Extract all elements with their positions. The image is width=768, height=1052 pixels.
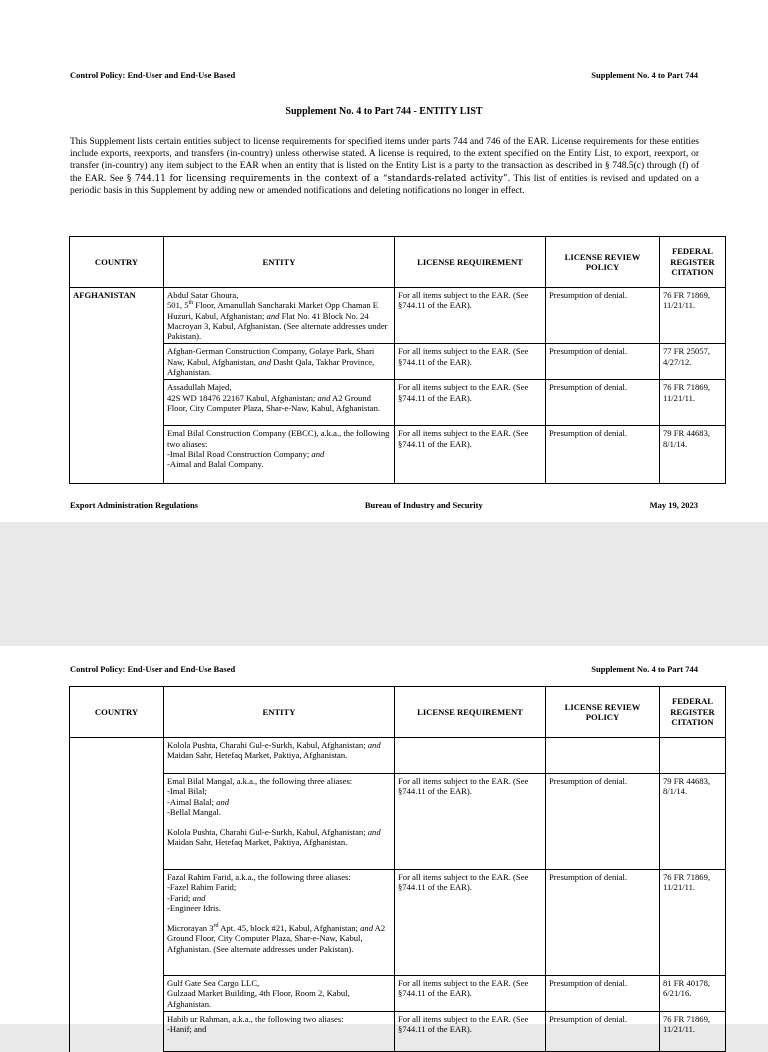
entity-name: Gulf Gate Sea Cargo LLC, <box>167 978 260 988</box>
address-text: Kolola Pushta, Charahi Gul-e-Surkh, Kabul, Afghanistan; <box>167 740 368 750</box>
entity-address <box>167 300 391 341</box>
conjunction: and <box>266 310 280 321</box>
document-page-2 <box>0 646 768 1035</box>
alias-line: -Bellal Mangal. <box>167 806 221 817</box>
conjunction: and <box>317 392 331 403</box>
address-text: A2 Ground Floor, City Computer Plaza, Shar-e-Naw, Kabul, Afghanistan. <box>167 392 381 414</box>
address-text: Flat No. 41 Block No. 24 Macroyan 3, Kabul, Afghanistan. (See alternate addresses under Pakistan). <box>167 310 388 342</box>
column-header-federal-register-citation: FEDERAL REGISTER CITATION <box>660 237 726 288</box>
header-left: Control Policy: End-User and End-Use Based <box>70 664 236 674</box>
entity-list-table <box>69 236 726 484</box>
column-header-federal-register-citation: FEDERAL REGISTER CITATION <box>660 687 726 738</box>
entity-address <box>167 923 391 954</box>
superscript: rd <box>213 923 219 930</box>
country-cell <box>70 738 164 774</box>
table-row <box>70 344 726 380</box>
conjunction: and <box>360 923 373 934</box>
entity-aka: Emal Bilal Mangal, a.k.a., the following three aliases: <box>167 776 353 786</box>
citation-cell: 76 FR 71869, 11/21/11. <box>660 380 726 426</box>
citation-cell: 79 FR 44683, 8/1/14. <box>660 774 726 870</box>
license-review-policy-cell: Presumption of denial. <box>546 976 660 1012</box>
citation-cell: 81 FR 40178, 6/21/16. <box>660 976 726 1012</box>
footer-center: Bureau of Industry and Security <box>364 500 483 510</box>
document-title: Supplement No. 4 to Part 744 - ENTITY LIST <box>285 106 483 117</box>
column-header-license-requirement: LICENSE REQUIREMENT <box>395 237 546 288</box>
address-text: Maidan Sahr, Hetefaq Market, Paktiya, Afghanistan. <box>167 750 348 761</box>
entity-cell <box>164 738 395 774</box>
column-header-entity: ENTITY <box>164 687 395 738</box>
citation-cell: 79 FR 44683, 8/1/14. <box>660 426 726 484</box>
entity-aka: Emal Bilal Construction Company (EBCC), a.k.a., the following two aliases: <box>167 428 390 449</box>
country-cell <box>70 380 164 426</box>
intro-text-2: § 744.11 for licensing requirements in the context of a “standards-related activity”. <box>126 173 511 184</box>
citation-cell: 77 FR 25057, 4/27/12. <box>660 344 726 380</box>
alias-line <box>167 449 391 459</box>
entity-aka: Habib ur Rahman, a.k.a., the following two aliases: <box>167 1014 344 1024</box>
column-header-license-review-policy: LICENSE REVIEW POLICY <box>546 687 660 738</box>
license-review-policy-cell: Presumption of denial. <box>546 344 660 380</box>
conjunction: and <box>216 796 230 807</box>
address-text: Maidan Sahr, Hetefaq Market, Paktiya, Afghanistan. <box>167 837 348 848</box>
superscript: th <box>188 300 194 307</box>
alias-line: -Engineer Idris. <box>167 902 221 913</box>
alias-text: -Farid; <box>167 892 193 903</box>
entity-address <box>167 827 391 848</box>
table-row <box>70 1012 726 1052</box>
address-text: 42S WD 18476 22167 Kabul, Afghanistan; <box>167 392 318 403</box>
entity-aka: Fazal Rahim Farid, a.k.a., the following three aliases: <box>167 872 351 882</box>
alias-text: -Aimal Balal; <box>167 796 217 807</box>
alias-line: -Hanif; and <box>167 1024 207 1035</box>
conjunction: and <box>367 827 381 838</box>
header-right: Supplement No. 4 to Part 744 <box>591 664 698 674</box>
entity-cell <box>164 426 395 484</box>
footer-left: Export Administration Regulations <box>70 500 198 510</box>
entity-cell <box>164 870 395 976</box>
license-requirement-cell: For all items subject to the EAR. (See §744.11 of the EAR). <box>395 1012 546 1052</box>
citation-cell <box>660 738 726 774</box>
column-header-country: COUNTRY <box>70 687 164 738</box>
license-requirement-cell <box>395 738 546 774</box>
table-header-row <box>70 687 726 738</box>
address-text: Kolola Pushta, Charahi Gul-e-Surkh, Kabul, Afghanistan; <box>167 827 368 838</box>
entity-text: Afghan-German Construction Company, Golaye Park, Shari Naw, Kabul, Afghanistan, <box>167 346 375 367</box>
entity-address <box>167 393 391 414</box>
footer-right: May 19, 2023 <box>649 500 698 510</box>
entity-list-table <box>69 686 726 1052</box>
alias-line: -Aimal and Balal Company. <box>167 459 264 470</box>
license-requirement-cell: For all items subject to the EAR. (See §744.11 of the EAR). <box>395 380 546 426</box>
license-requirement-cell: For all items subject to the EAR. (See §744.11 of the EAR). <box>395 426 546 484</box>
header-left: Control Policy: End-User and End-Use Based <box>70 70 236 80</box>
address-text: A2 Ground Floor, City Computer Plaza, Shar-e-Naw, Kabul, Afghanistan. (See alternate addresses under Pakistan). <box>167 923 386 954</box>
table-row <box>70 774 726 870</box>
entity-cell <box>164 344 395 380</box>
document-page-1 <box>0 0 768 522</box>
alias-line: -Imal Bilal; <box>167 786 207 797</box>
country-cell <box>70 426 164 484</box>
page-footer <box>70 500 698 510</box>
alias-text: -Imal Bilal Road Construction Company; <box>167 449 312 460</box>
entity-cell <box>164 288 395 344</box>
license-review-policy-cell: Presumption of denial. <box>546 774 660 870</box>
intro-paragraph <box>70 136 699 197</box>
license-review-policy-cell: Presumption of denial. <box>546 1012 660 1052</box>
citation-cell: 76 FR 71869, 11/21/11. <box>660 288 726 344</box>
license-review-policy-cell <box>546 738 660 774</box>
entity-cell <box>164 774 395 870</box>
table-row <box>70 976 726 1012</box>
license-requirement-cell: For all items subject to the EAR. (See §744.11 of the EAR). <box>395 774 546 870</box>
intro-text-1: This Supplement lists certain entities subject to license requirements for specified items under parts 744 and 746 of the EAR. License requirements for these entities include exports, reexports, and transfers (in-country) unless otherwise stated. A license is required, to the extent specified on the Entity List, to export, reexport, or transfer (in-country) any item subject to the EAR when an entity that is listed on the Entity List is a party to the transaction as described in § 748.5(c) through (f) of the EAR. See <box>70 137 699 184</box>
page-header <box>70 664 698 674</box>
column-header-entity: ENTITY <box>164 237 395 288</box>
alias-line <box>167 797 391 807</box>
page-header <box>70 70 698 80</box>
table-row <box>70 288 726 344</box>
entity-cell <box>164 380 395 426</box>
column-header-license-review-policy: LICENSE REVIEW POLICY <box>546 237 660 288</box>
conjunction: and <box>258 356 271 367</box>
country-cell <box>70 344 164 380</box>
license-review-policy-cell: Presumption of denial. <box>546 288 660 344</box>
country-cell: AFGHANISTAN <box>70 288 164 344</box>
column-header-license-requirement: LICENSE REQUIREMENT <box>395 687 546 738</box>
license-review-policy-cell: Presumption of denial. <box>546 380 660 426</box>
address-text: 501, 5 <box>167 300 189 311</box>
table-header-row <box>70 237 726 288</box>
table-row <box>70 380 726 426</box>
entity-text: Dasht Qala, Takhar Province, Afghanistan. <box>167 356 375 378</box>
entity-address: Gulzaad Market Building, 4th Floor, Room 2, Kabul, Afghanistan. <box>167 988 350 1009</box>
conjunction: and <box>192 892 206 903</box>
entity-cell <box>164 976 395 1012</box>
license-requirement-cell: For all items subject to the EAR. (See §744.11 of the EAR). <box>395 870 546 976</box>
license-requirement-cell: For all items subject to the EAR. (See §744.11 of the EAR). <box>395 344 546 380</box>
address-text: Microrayan 3 <box>167 923 214 934</box>
country-cell <box>70 774 164 870</box>
country-cell <box>70 870 164 976</box>
conjunction: and <box>311 449 325 460</box>
conjunction: and <box>367 740 381 750</box>
entity-name: Abdul Satar Ghoura, <box>167 290 239 300</box>
table-row <box>70 738 726 774</box>
alias-line: -Fazel Rahim Farid; <box>167 882 237 893</box>
license-requirement-cell: For all items subject to the EAR. (See §744.11 of the EAR). <box>395 976 546 1012</box>
license-review-policy-cell: Presumption of denial. <box>546 870 660 976</box>
entity-name: Assadullah Majed, <box>167 382 232 393</box>
citation-cell: 76 FR 71869, 11/21/11. <box>660 1012 726 1052</box>
address-text: Floor, Amanullah Sancharaki Market Opp Chaman E Huzuri, Kabul, Afghanistan; <box>167 300 379 321</box>
header-right: Supplement No. 4 to Part 744 <box>591 70 698 80</box>
table-row <box>70 870 726 976</box>
license-review-policy-cell: Presumption of denial. <box>546 426 660 484</box>
country-cell <box>70 1012 164 1052</box>
address-text: Apt. 45, block #21, Kabul, Afghanistan; <box>218 923 361 934</box>
column-header-country: COUNTRY <box>70 237 164 288</box>
intro-text-3: This list of entities is revised and updated on a periodic basis in this Supplement by adding new or amended notifications and deleting notifications no longer in effect. <box>70 173 699 196</box>
entity-cell <box>164 1012 395 1052</box>
country-cell <box>70 976 164 1012</box>
license-requirement-cell: For all items subject to the EAR. (See §744.11 of the EAR). <box>395 288 546 344</box>
table-row <box>70 426 726 484</box>
alias-line <box>167 893 391 903</box>
citation-cell: 76 FR 71869, 11/21/11. <box>660 870 726 976</box>
